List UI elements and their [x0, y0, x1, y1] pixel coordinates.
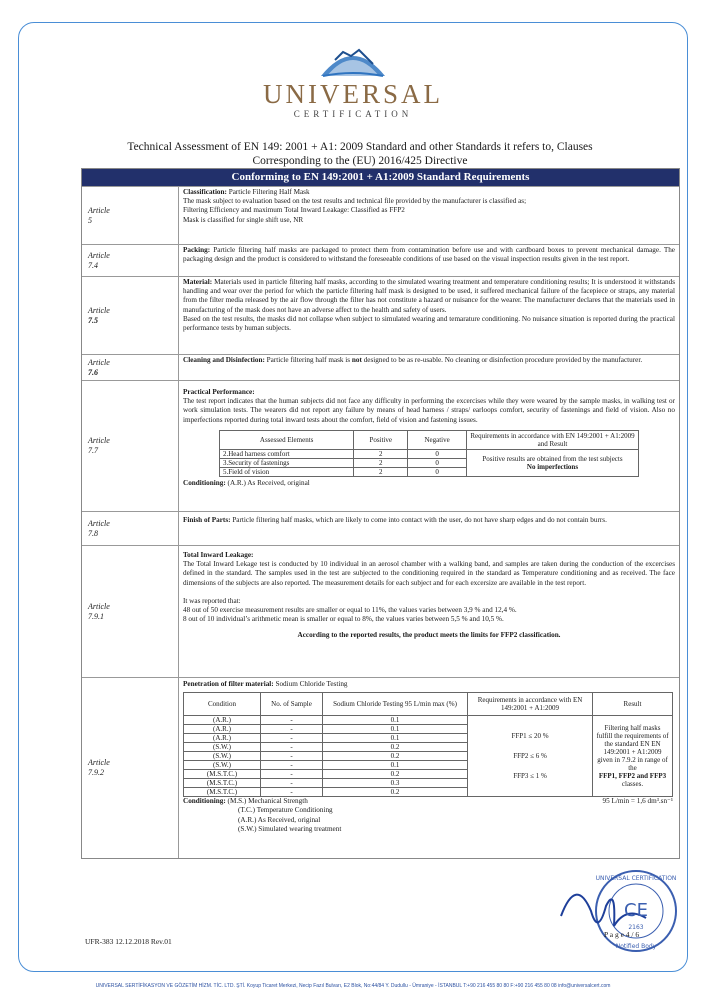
row-article-7-8: [82, 511, 679, 545]
stamp-notified: Notified Body: [615, 943, 657, 950]
table-cell: (M.S.T.C.): [184, 770, 261, 779]
paragraph: Particle filtering half mask is: [264, 356, 352, 364]
article-content: [179, 277, 679, 354]
column-header: Positive: [354, 430, 408, 449]
column-header: Sodium Chloride Testing 95 L/min max (%): [323, 693, 468, 716]
logo-name: UNIVERSAL: [263, 79, 443, 109]
article-label: [82, 245, 179, 276]
requirements-table: [81, 168, 680, 859]
req-ffp3: FFP3 ≤ 1 %: [513, 772, 547, 781]
paragraph: The Total Inward Lekage test is conducted by 10 individual in an aerosol chamber with a walking band, and samples are taken during the conduction of the excercises defined in the standard. The samples used in the test are subjected to the conditioning required in the standard as Temperature conditioning and as received. The face dimensions of the subjects are also reported. The measurement details for each subject and for each excersize are available in the test report.: [183, 560, 675, 587]
table-cell: 0.2: [323, 743, 468, 752]
section-heading: Finish of Parts:: [183, 516, 231, 524]
article-content: [179, 546, 679, 677]
table-cell: 3.Security of fastenings: [220, 458, 354, 467]
table-cell: 0.1: [323, 761, 468, 770]
table-cell: (A.R.): [184, 716, 261, 725]
text-line: Filtering Efficiency and maximum Total Inward Leakage: Classified as FFP2: [183, 206, 405, 215]
row-article-7-9-1: [82, 545, 679, 677]
table-cell: 0.1: [323, 716, 468, 725]
notified-body-stamp: [556, 866, 696, 961]
table-cell: (M.S.T.C.): [184, 779, 261, 788]
table-cell: -: [261, 761, 323, 770]
article-number: 7.6: [88, 367, 98, 377]
table-cell: (A.R.): [184, 725, 261, 734]
column-header: No. of Sample: [261, 693, 323, 716]
section-heading: Practical Performance:: [183, 388, 255, 396]
article-content: [179, 187, 679, 244]
article-word: Article: [88, 436, 110, 445]
section-heading: Classification:: [183, 188, 227, 196]
article-content: [179, 678, 679, 858]
row-article-7-7: [82, 380, 679, 511]
result-text: Positive results are obtained from the test subjects: [482, 454, 623, 463]
article-number: 7.9.2: [88, 768, 104, 777]
stamp-ring-text: UNIVERSAL CERTIFICATION: [595, 875, 677, 882]
table-cell: 0.2: [323, 752, 468, 761]
globe-icon: [313, 40, 393, 80]
result-text: Filtering half masks fulfill the requirements of the standard EN EN 149:2001 + A1:2009 given in 7.9.2 in range of the: [596, 724, 669, 773]
logo-subtitle: CERTIFICATION: [293, 109, 413, 119]
column-header: Requirements in accordance with EN 149:2001 + A1:2009: [468, 693, 593, 716]
emphasis: not: [351, 356, 362, 364]
column-header: Result: [593, 693, 673, 716]
row-article-7-9-2: [82, 677, 679, 858]
article-word: Article: [88, 250, 110, 260]
article-word: Article: [88, 357, 110, 367]
conditioning-line: (A.R.) As Received, original: [238, 815, 321, 824]
table-cell: 0.1: [323, 734, 468, 743]
section-heading: Cleaning and Disinfection:: [183, 356, 265, 364]
conditioning-line: (S.W.) Simulated wearing treatment: [238, 824, 342, 833]
article-label: [82, 512, 179, 545]
article-label: [82, 355, 179, 380]
conditioning-label: Conditioning:: [183, 797, 226, 806]
article-number: 7.7: [88, 446, 98, 455]
table-cell: -: [261, 716, 323, 725]
section-heading: Total Inward Leakage:: [183, 551, 254, 559]
article-word: Article: [88, 205, 110, 215]
text-line: The mask subject to evaluation based on the test results and technical file provided by the manufacturer is classified as;: [183, 197, 527, 206]
stamp-number: 2163: [628, 924, 644, 931]
text-line: 48 out of 50 exercise measurement results are smaller or equal to 11%, the values varies between 3,9 % and 12,4 %.: [183, 606, 517, 615]
page-number: P a g e 4 / 6: [604, 930, 640, 939]
row-article-7-4: [82, 244, 679, 276]
result-bold: No imperfections: [526, 462, 579, 471]
table-cell: 0.2: [323, 788, 468, 797]
paragraph: Materials used in particle filtering half masks, according to the simulated wearing treatment and temperature conditioning results; It is understood it withstands handling and wear over the period for which the particle filtering half mask is designed to be used, it suffered mechanical failure of the facepiece or straps, any material from the filter media released by the air flow through the filter has not constitute a hazard or nuisance for the wearer. The manufacturer declares that the materials used in manufacturing of the mask does not have an adverse affect to the health and safety of users.: [183, 278, 675, 314]
paragraph: The test report indicates that the human subjects did not face any difficulty in performing the excercises while they were weared by the sample masks, in walking test or work simulation tests. The wearers did not report any failure by means of head harness / straps/ earloops comfort, security of fastenings and field of vision. Also no imperfections reported during total inward tests about the comfort, field of vision and fastening issues.: [183, 397, 675, 424]
row-article-5: [82, 186, 679, 244]
table-cell: 2: [354, 449, 408, 458]
article-label: [82, 277, 179, 354]
table-cell: 0: [408, 449, 467, 458]
req-ffp2: FFP2 ≤ 6 %: [513, 752, 547, 761]
article-word: Article: [88, 305, 110, 315]
conditioning-block: [183, 797, 341, 834]
table-cell: 2: [354, 458, 408, 467]
article-number: 7.9.1: [88, 611, 104, 621]
table-cell: 2: [354, 467, 408, 476]
form-code: UFR-383 12.12.2018 Rev.01: [85, 937, 172, 946]
section-heading: Penetration of filter material:: [183, 680, 274, 688]
paragraph: Particle filtering half masks are packaged to protect them from contamination before use and with cardboard boxes to prevent mechanical damage. The packaging design and the product is considered to withstand the foreseeable conditions of use based on the visual inspection results given in the test report.: [183, 246, 675, 264]
table-cell: -: [261, 779, 323, 788]
article-number: 7.5: [88, 315, 98, 325]
article-label: [82, 678, 179, 858]
table-cell: -: [261, 770, 323, 779]
article-content: [179, 245, 679, 276]
practical-performance-table: [219, 430, 639, 477]
conditioning-line: (T.C.) Temperature Conditioning: [238, 806, 333, 815]
result-cell: [593, 716, 673, 797]
column-header: Condition: [184, 693, 261, 716]
section-heading: Packing:: [183, 246, 211, 254]
table-cell: (S.W.): [184, 743, 261, 752]
table-cell: (S.W.): [184, 752, 261, 761]
table-row: [184, 716, 673, 725]
article-content: [179, 355, 679, 380]
heading-tail: Sodium Chloride Testing: [273, 680, 348, 688]
stamp-ce: CE: [624, 900, 648, 921]
table-cell: -: [261, 743, 323, 752]
document-title: Technical Assessment of EN 149: 2001 + A1: 2009 Standard and other Standards it refers to, Clauses Corresponding to the (EU) 2016/425 Directive: [127, 141, 593, 167]
article-label: [82, 546, 179, 677]
text-line: 8 out of 10 individual’s arithmetic mean is smaller or equal to 8%, the values varies between 5,5 % and 10,5 %.: [183, 615, 504, 624]
table-cell: -: [261, 788, 323, 797]
article-content: [179, 381, 679, 511]
article-number: 5: [88, 215, 92, 225]
requirements-cell: [468, 716, 593, 797]
text-line: Mask is classified for single shift use, NR: [183, 215, 304, 224]
penetration-table: [183, 692, 673, 797]
article-word: Article: [88, 518, 110, 528]
paragraph: Particle filtering half masks, which are likely to come into contact with the user, do not have sharp edges and do not contain burrs.: [230, 516, 607, 524]
table-cell: 0.3: [323, 779, 468, 788]
conditioning-label: Conditioning:: [183, 478, 226, 487]
table-cell: 0: [408, 458, 467, 467]
ce-stamp-icon: [556, 866, 696, 956]
table-cell: (M.S.T.C.): [184, 788, 261, 797]
result-cell: [467, 449, 639, 476]
result-bold: FFP1, FFP2 and FFP3: [598, 772, 667, 781]
heading-tail: Particle Filtering Half Mask: [226, 188, 310, 196]
paragraph: designed to be as re-usable. No cleaning or disinfection procedure provided by the manufacturer.: [361, 356, 643, 364]
article-number: 7.8: [88, 528, 98, 538]
table-cell: 5.Field of vision: [220, 467, 354, 476]
universal-logo: [0, 40, 706, 120]
table-cell: (A.R.): [184, 734, 261, 743]
conclusion: According to the reported results, the product meets the limits for FFP2 classification.: [297, 630, 561, 639]
column-header: Requirements in accordance with EN 149:2001 + A1:2009 and Result: [467, 430, 639, 449]
article-word: Article: [88, 601, 110, 611]
article-content: [179, 512, 679, 545]
row-article-7-6: [82, 354, 679, 380]
paragraph: Based on the test results, the masks did not collapse when subject to simulated wearing and temarature conditioning. No nuisance situation is reported during the practical performance tests by human subjects.: [183, 314, 675, 333]
table-cell: 2.Head harness comfort: [220, 449, 354, 458]
table-cell: -: [261, 725, 323, 734]
column-header: Assessed Elements: [220, 430, 354, 449]
table-cell: -: [261, 752, 323, 761]
article-word: Article: [88, 758, 110, 767]
column-header: Negative: [408, 430, 467, 449]
table-cell: (S.W.): [184, 761, 261, 770]
section-heading: Material:: [183, 278, 213, 286]
table-cell: 0.2: [323, 770, 468, 779]
flow-note: 95 L/min = 1,6 dm³.sn⁻¹: [602, 797, 673, 806]
article-number: 7.4: [88, 260, 98, 270]
result-tail: classes.: [621, 780, 644, 789]
table-cell: -: [261, 734, 323, 743]
table-row: [220, 449, 639, 458]
article-label: [82, 187, 179, 244]
article-label: [82, 381, 179, 511]
table-cell: 0.1: [323, 725, 468, 734]
footer-address: UNIVERSAL SERTİFİKASYON VE GÖZETİM HİZM. TİC. LTD. ŞTİ. Koyup Ticaret Merkezi, Necip Fazıl Bulvarı, E2 Blok, No:44/84 Y. Dudullu - Ümraniye - İSTANBUL T:+90 216 455 80 80 F:+90 216 455 80 08 info@universalcert.com: [95, 983, 611, 989]
text-line: It was reported that:: [183, 597, 241, 606]
conditioning-line: (M.S.) Mechanical Strength: [225, 797, 308, 806]
table-header: Conforming to EN 149:2001 + A1:2009 Standard Requirements: [82, 169, 679, 186]
table-cell: 0: [408, 467, 467, 476]
row-article-7-5: [82, 276, 679, 354]
req-ffp1: FFP1 ≤ 20 %: [511, 732, 549, 741]
conditioning-text: (A.R.) As Received, original: [225, 478, 310, 487]
